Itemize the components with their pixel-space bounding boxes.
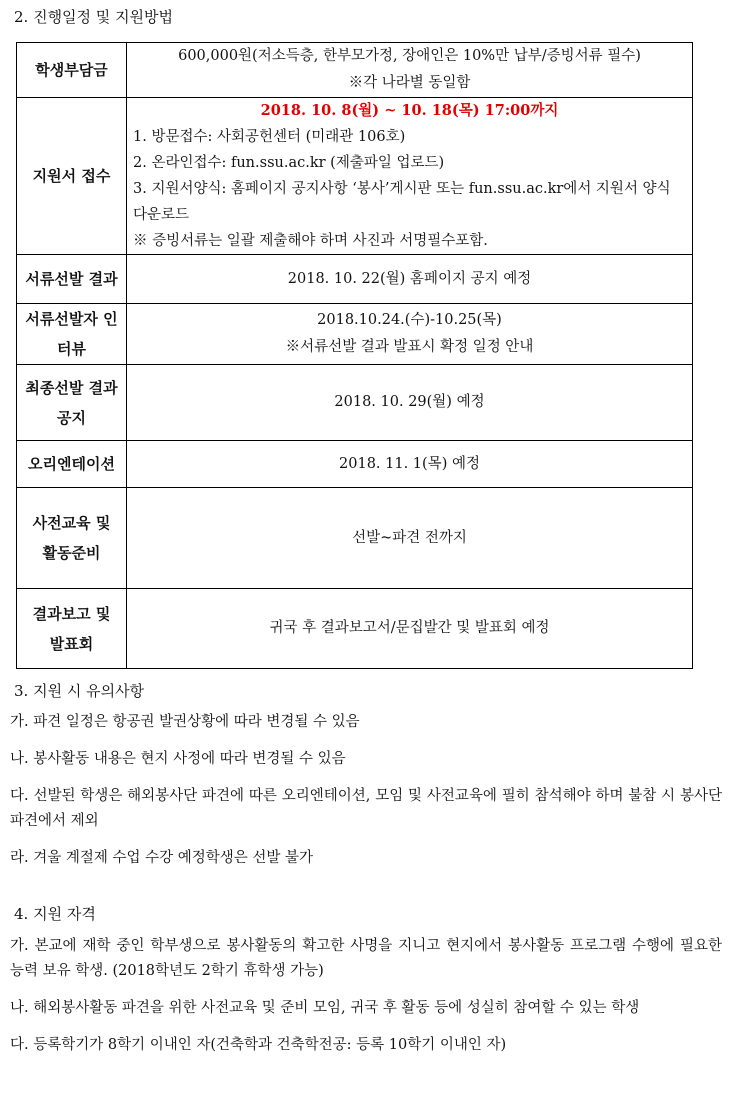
section-4-title: 4. 지원 자격 <box>14 905 96 923</box>
row-label: 학생부담금 <box>17 43 127 98</box>
row-label: 오리엔테이션 <box>17 441 127 488</box>
table-row <box>17 488 693 589</box>
list-item: 나. 봉사활동 내용은 현지 사정에 따라 변경될 수 있음 <box>10 751 346 767</box>
eligibility-list <box>10 934 722 1070</box>
row-content <box>127 43 693 98</box>
content-line: ※서류선발 결과 발표시 확정 일정 안내 <box>285 339 534 355</box>
row-label: 서류선발자 인터뷰 <box>17 304 127 365</box>
table-row <box>17 304 693 365</box>
row-label: 서류선발 결과 <box>17 255 127 304</box>
table-row <box>17 98 693 255</box>
row-label: 결과보고 및 발표회 <box>17 589 127 669</box>
deadline-highlight: 2018. 10. 8(월) ~ 10. 18(목) 17:00까지 <box>260 102 559 119</box>
row-label: 최종선발 결과공지 <box>17 365 127 441</box>
list-item: 라. 겨울 계절제 수업 수강 예정학생은 선발 불가 <box>10 850 314 866</box>
table-row <box>17 365 693 441</box>
section-3-title: 3. 지원 시 유의사항 <box>14 682 145 700</box>
row-content <box>127 589 693 669</box>
row-content <box>127 365 693 441</box>
table-row <box>17 43 693 98</box>
table-row <box>17 441 693 488</box>
list-item: 가. 본교에 재학 중인 학부생으로 봉사활동의 확고한 사명을 지니고 현지에서 봉사활동 프로그램 수행에 필요한 능력 보유 학생. (2018학년도 2학기 휴학생 가능) <box>10 938 722 979</box>
content-line: ※각 나라별 동일함 <box>348 75 471 91</box>
list-item: 다. 등록학기가 8학기 이내인 자(건축학과 건축학전공: 등록 10학기 이내인 자) <box>10 1037 507 1053</box>
row-content <box>127 98 693 255</box>
row-content <box>127 488 693 589</box>
content-line: 2018. 10. 22(월) 홈페이지 공지 예정 <box>287 270 532 287</box>
list-item: 다. 선발된 학생은 해외봉사단 파견에 따른 오리엔테이션, 모임 및 사전교육에 필히 참석해야 하며 불참 시 봉사단 파견에서 제외 <box>10 788 722 829</box>
content-line: 귀국 후 결과보고서/문집발간 및 발표회 예정 <box>269 620 550 636</box>
content-line: 2. 온라인접수: fun.ssu.ac.kr (제출파일 업로드) <box>133 155 445 171</box>
schedule-table <box>16 42 693 669</box>
content-line: 1. 방문접수: 사회공헌센터 (미래관 106호) <box>133 129 406 145</box>
list-item: 나. 해외봉사활동 파견을 위한 사전교육 및 준비 모임, 귀국 후 활동 등에 성실히 참여할 수 있는 학생 <box>10 1000 640 1016</box>
row-content <box>127 255 693 304</box>
row-content <box>127 441 693 488</box>
precautions-list <box>10 710 722 883</box>
section-2-title: 2. 진행일정 및 지원방법 <box>14 8 174 26</box>
content-line: 3. 지원서양식: 홈페이지 공지사항 ‘봉사’게시판 또는 fun.ssu.ac.kr에서 지원서 양식 다운로드 <box>133 181 671 223</box>
table-row <box>17 255 693 304</box>
list-item: 가. 파견 일정은 항공권 발권상황에 따라 변경될 수 있음 <box>10 714 360 730</box>
content-line: 2018.10.24.(수)-10.25(목) <box>317 312 502 328</box>
row-label: 지원서 접수 <box>17 98 127 255</box>
content-line: ※ 증빙서류는 일괄 제출해야 하며 사진과 서명필수포함. <box>133 233 488 249</box>
row-label: 사전교육 및 활동준비 <box>17 488 127 589</box>
content-line: 600,000원(저소득층, 한부모가정, 장애인은 10%만 납부/증빙서류 필수) <box>178 48 641 64</box>
content-line: 선발~파견 전까지 <box>352 529 467 546</box>
table-row <box>17 589 693 669</box>
content-line: 2018. 11. 1(목) 예정 <box>339 455 480 472</box>
row-content <box>127 304 693 365</box>
content-line: 2018. 10. 29(월) 예정 <box>334 394 485 410</box>
